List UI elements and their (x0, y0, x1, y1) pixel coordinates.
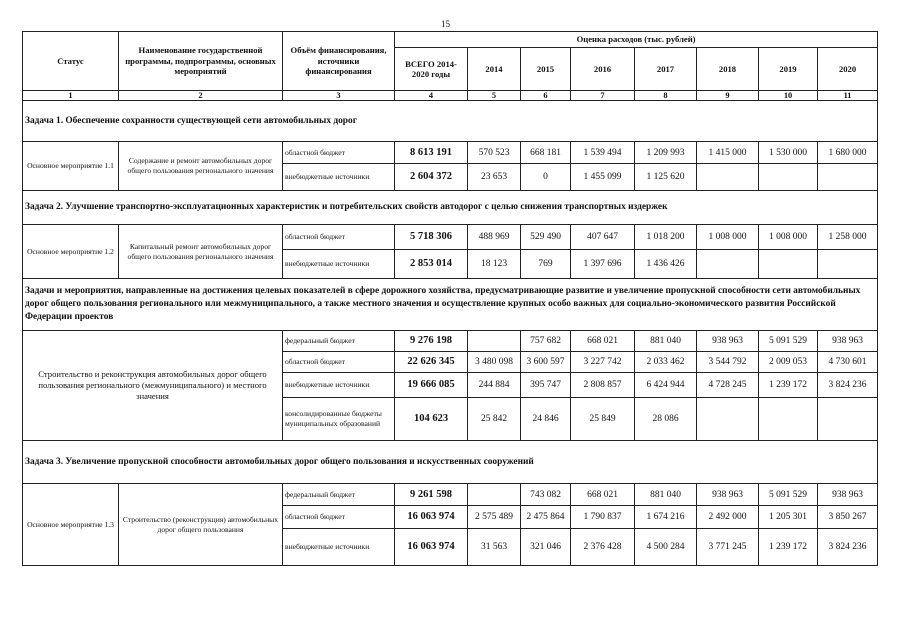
funding-source: федеральный бюджет (283, 331, 395, 352)
column-index: 6 (521, 91, 571, 101)
year-value: 1 008 000 (697, 225, 759, 250)
year-value: 6 424 944 (635, 373, 697, 398)
year-value: 3 544 792 (697, 352, 759, 373)
column-index: 10 (759, 91, 818, 101)
year-value (468, 484, 521, 506)
total-value: 5 718 306 (395, 225, 468, 250)
year-value (697, 250, 759, 279)
year-value: 407 647 (571, 225, 635, 250)
year-value (759, 164, 818, 191)
total-value: 9 261 598 (395, 484, 468, 506)
funding-source: внебюджетные источники (283, 164, 395, 191)
year-value: 3 824 236 (818, 373, 878, 398)
total-value: 9 276 198 (395, 331, 468, 352)
header-year: 2014 (468, 48, 521, 91)
year-value: 1 239 172 (759, 529, 818, 566)
year-value (759, 398, 818, 441)
header-status: Статус (23, 32, 119, 91)
year-value: 3 600 597 (521, 352, 571, 373)
year-value: 3 480 098 (468, 352, 521, 373)
year-value: 3 227 742 (571, 352, 635, 373)
year-value: 23 653 (468, 164, 521, 191)
total-value: 16 063 974 (395, 529, 468, 566)
measure-name: Строительство и реконструкция автомобильных дорог общего пользования регионального (межмуниципального) и местного значения (23, 331, 283, 441)
status-cell: Основное мероприятие 1.1 (23, 142, 119, 191)
column-index: 11 (818, 91, 878, 101)
year-value (818, 250, 878, 279)
year-value (759, 250, 818, 279)
total-value: 19 666 085 (395, 373, 468, 398)
year-value: 3 824 236 (818, 529, 878, 566)
task-title-row (23, 101, 878, 142)
year-value: 1 125 620 (635, 164, 697, 191)
total-value: 2 853 014 (395, 250, 468, 279)
year-value: 668 021 (571, 331, 635, 352)
header-total: ВСЕГО 2014-2020 годы (395, 48, 468, 91)
column-index: 9 (697, 91, 759, 101)
year-value: 28 086 (635, 398, 697, 441)
total-value: 2 604 372 (395, 164, 468, 191)
year-value: 1 680 000 (818, 142, 878, 164)
total-value: 16 063 974 (395, 506, 468, 529)
header-year: 2016 (571, 48, 635, 91)
measure-name: Капитальный ремонт автомобильных дорог общего пользования регионального значения (119, 225, 283, 279)
measure-name: Содержание и ремонт автомобильных дорог общего пользования регионального значения (119, 142, 283, 191)
year-value: 938 963 (818, 331, 878, 352)
year-value (818, 398, 878, 441)
year-value: 2 009 053 (759, 352, 818, 373)
funding-source: консолидированные бюджеты муниципальных образований (283, 398, 395, 441)
year-value: 2 033 462 (635, 352, 697, 373)
year-value: 24 846 (521, 398, 571, 441)
year-value: 1 397 696 (571, 250, 635, 279)
status-cell: Основное мероприятие 1.2 (23, 225, 119, 279)
year-value (697, 164, 759, 191)
task-title: Задача 3. Увеличение пропускной способности автомобильных дорог общего пользования и искусственных сооружений (23, 441, 878, 484)
year-value: 1 209 993 (635, 142, 697, 164)
header-row (23, 32, 878, 48)
year-value: 1 258 000 (818, 225, 878, 250)
status-cell: Основное мероприятие 1.3 (23, 484, 119, 566)
year-value: 938 963 (697, 484, 759, 506)
column-index: 2 (119, 91, 283, 101)
header-year: 2018 (697, 48, 759, 91)
task-title: Задачи и мероприятия, направленные на достижения целевых показателей в сфере дорожного хозяйства, предусматривающие развитие и увеличение пропускной способности сети автомобильных дорог общего пользования регионального или межмуниципального, а также местного значения и осуществление крупных особо важных для социально-экономического развития Российской Федерации проектов (23, 279, 878, 331)
year-value: 743 082 (521, 484, 571, 506)
year-value: 529 490 (521, 225, 571, 250)
funding-source: внебюджетные источники (283, 250, 395, 279)
year-value: 1 674 216 (635, 506, 697, 529)
year-value: 938 963 (818, 484, 878, 506)
year-value: 4 500 284 (635, 529, 697, 566)
total-value: 104 623 (395, 398, 468, 441)
task-title-row (23, 191, 878, 225)
column-index: 3 (283, 91, 395, 101)
year-value (697, 398, 759, 441)
year-value: 321 046 (521, 529, 571, 566)
funding-source: областной бюджет (283, 352, 395, 373)
task-title-row (23, 441, 878, 484)
year-value: 1 539 494 (571, 142, 635, 164)
year-value: 2 492 000 (697, 506, 759, 529)
year-value: 2 808 857 (571, 373, 635, 398)
year-value (468, 331, 521, 352)
funding-source: федеральный бюджет (283, 484, 395, 506)
year-value: 488 969 (468, 225, 521, 250)
year-value: 938 963 (697, 331, 759, 352)
year-value: 2 376 428 (571, 529, 635, 566)
funding-source: внебюджетные источники (283, 373, 395, 398)
year-value: 1 530 000 (759, 142, 818, 164)
data-row (23, 142, 878, 164)
year-value: 5 091 529 (759, 331, 818, 352)
year-value: 757 682 (521, 331, 571, 352)
year-value: 668 021 (571, 484, 635, 506)
task-title-row (23, 279, 878, 331)
column-index: 1 (23, 91, 119, 101)
header-year: 2017 (635, 48, 697, 91)
budget-table (22, 31, 878, 566)
year-value: 2 475 864 (521, 506, 571, 529)
year-value: 881 040 (635, 484, 697, 506)
year-value: 18 123 (468, 250, 521, 279)
data-row (23, 331, 878, 352)
header-name: Наименование государственной программы, подпрограммы, основных мероприятий (119, 32, 283, 91)
year-value: 1 455 099 (571, 164, 635, 191)
year-value: 3 771 245 (697, 529, 759, 566)
year-value: 0 (521, 164, 571, 191)
year-value: 25 842 (468, 398, 521, 441)
year-value: 1 205 301 (759, 506, 818, 529)
total-value: 8 613 191 (395, 142, 468, 164)
year-value: 1 436 426 (635, 250, 697, 279)
year-value: 1 239 172 (759, 373, 818, 398)
index-row (23, 91, 878, 101)
data-row (23, 484, 878, 506)
column-index: 7 (571, 91, 635, 101)
column-index: 8 (635, 91, 697, 101)
funding-source: областной бюджет (283, 142, 395, 164)
year-value (818, 164, 878, 191)
year-value: 1 415 000 (697, 142, 759, 164)
year-value: 1 018 200 (635, 225, 697, 250)
page-number: 15 (441, 19, 450, 29)
task-title: Задача 1. Обеспечение сохранности существующей сети автомобильных дорог (23, 101, 878, 142)
year-value: 2 575 489 (468, 506, 521, 529)
year-value: 769 (521, 250, 571, 279)
year-value: 668 181 (521, 142, 571, 164)
year-value: 244 884 (468, 373, 521, 398)
header-estimate: Оценка расходов (тыс. рублей) (395, 32, 878, 48)
task-title: Задача 2. Улучшение транспортно-эксплуатационных характеристик и потребительских свойств автодорог с целью снижения транспортных издержек (23, 191, 878, 225)
measure-name: Строительство (реконструкция) автомобильных дорог общего пользования (119, 484, 283, 566)
header-volume: Объём финансирования, источники финансирования (283, 32, 395, 91)
year-value: 3 850 267 (818, 506, 878, 529)
year-value: 25 849 (571, 398, 635, 441)
header-year: 2015 (521, 48, 571, 91)
column-index: 4 (395, 91, 468, 101)
data-row (23, 225, 878, 250)
column-index: 5 (468, 91, 521, 101)
year-value: 570 523 (468, 142, 521, 164)
year-value: 4 730 601 (818, 352, 878, 373)
header-year: 2020 (818, 48, 878, 91)
header-year: 2019 (759, 48, 818, 91)
funding-source: внебюджетные источники (283, 529, 395, 566)
year-value: 395 747 (521, 373, 571, 398)
year-value: 4 728 245 (697, 373, 759, 398)
year-value: 1 008 000 (759, 225, 818, 250)
year-value: 5 091 529 (759, 484, 818, 506)
funding-source: областной бюджет (283, 225, 395, 250)
year-value: 1 790 837 (571, 506, 635, 529)
year-value: 881 040 (635, 331, 697, 352)
funding-source: областной бюджет (283, 506, 395, 529)
year-value: 31 563 (468, 529, 521, 566)
total-value: 22 626 345 (395, 352, 468, 373)
